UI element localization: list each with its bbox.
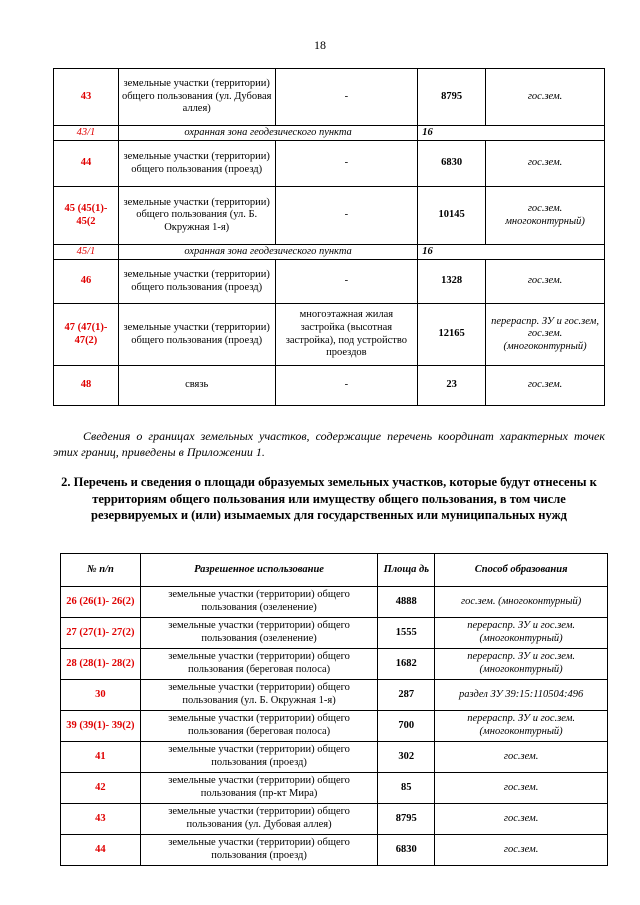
formation-method: раздел ЗУ 39:15:110504:496 xyxy=(435,680,608,711)
table-row xyxy=(61,649,608,680)
table-row xyxy=(61,711,608,742)
header-formation-method: Способ образования xyxy=(435,554,608,587)
permitted-use: земельные участки (территории) общего пользования (береговая полоса) xyxy=(140,649,377,680)
subzone-area: 16 xyxy=(418,245,605,260)
section-heading: 2. Перечень и сведения о площади образуемых земельных участков, которые будут отнесены к территориям общего пользования или имуществу общего пользования, в том числе резервируемых и (или) изымаемых для государственных или муниципальных нужд xyxy=(61,475,597,522)
formation-method: перераспр. ЗУ и гос.зем, гос.зем. (многоконтурный) xyxy=(486,304,605,366)
permitted-use: земельные участки (территории) общего пользования (ул. Б. Окружная 1-я) xyxy=(140,680,377,711)
permitted-use: земельные участки (территории) общего пользования (ул. Дубовая аллея) xyxy=(140,804,377,835)
permitted-use: земельные участки (территории) общего пользования (озеленение) xyxy=(140,587,377,618)
table-row xyxy=(54,366,605,406)
table-row xyxy=(61,618,608,649)
plot-number: 28 (28(1)- 28(2) xyxy=(61,649,141,680)
plot-number: 26 (26(1)- 26(2) xyxy=(61,587,141,618)
formation-method: перераспр. ЗУ и гос.зем. (многоконтурный) xyxy=(435,618,608,649)
permitted-use: земельные участки (территории) общего пользования (ул. Б. Окружная 1-я) xyxy=(118,187,275,245)
subzone-row xyxy=(54,245,605,260)
plot-area: 6830 xyxy=(418,141,486,187)
table-row xyxy=(54,69,605,126)
table-row xyxy=(54,260,605,304)
plot-area: 12165 xyxy=(418,304,486,366)
plot-area: 8795 xyxy=(418,69,486,126)
plot-number: 43 xyxy=(61,804,141,835)
formation-method: перераспр. ЗУ и гос.зем. (многоконтурный) xyxy=(435,649,608,680)
plot-number: 39 (39(1)- 39(2) xyxy=(61,711,141,742)
public-use-plots-table xyxy=(60,553,608,866)
plot-number: 42 xyxy=(61,773,141,804)
permitted-use: связь xyxy=(118,366,275,406)
subzone-area: 16 xyxy=(418,126,605,141)
plot-number: 41 xyxy=(61,742,141,773)
formation-basis: - xyxy=(275,187,418,245)
page-number: 18 xyxy=(314,38,326,52)
plot-area: 287 xyxy=(378,680,435,711)
table-row xyxy=(61,587,608,618)
plot-number: 43 xyxy=(54,69,119,126)
plot-number: 30 xyxy=(61,680,141,711)
formation-method: гос.зем. xyxy=(486,366,605,406)
formation-basis: - xyxy=(275,69,418,126)
permitted-use: земельные участки (территории) общего пользования (проезд) xyxy=(118,304,275,366)
table-row xyxy=(54,304,605,366)
land-plots-table-continued xyxy=(53,68,605,406)
formation-method: гос.зем. xyxy=(486,260,605,304)
table-row xyxy=(61,804,608,835)
permitted-use: земельные участки (территории) общего пользования (проезд) xyxy=(140,835,377,866)
table-header-row xyxy=(61,554,608,587)
plot-number: 46 xyxy=(54,260,119,304)
table-row xyxy=(61,680,608,711)
plot-number: 45 (45(1)- 45(2 xyxy=(54,187,119,245)
plot-area: 6830 xyxy=(378,835,435,866)
plot-area: 302 xyxy=(378,742,435,773)
formation-method: гос.зем. xyxy=(435,835,608,866)
formation-method: гос.зем. многоконтурный) xyxy=(486,187,605,245)
plot-number: 47 (47(1)- 47(2) xyxy=(54,304,119,366)
plot-area: 4888 xyxy=(378,587,435,618)
header-permitted-use: Разрешенное использование xyxy=(140,554,377,587)
plot-number: 48 xyxy=(54,366,119,406)
plot-area: 1328 xyxy=(418,260,486,304)
formation-method: гос.зем. xyxy=(435,742,608,773)
table-row xyxy=(54,141,605,187)
formation-basis: - xyxy=(275,366,418,406)
plot-area: 10145 xyxy=(418,187,486,245)
permitted-use: земельные участки (территории) общего пользования (проезд) xyxy=(140,742,377,773)
table-row xyxy=(54,187,605,245)
formation-method: гос.зем. (многоконтурный) xyxy=(435,587,608,618)
formation-basis: многоэтажная жилая застройка (высотная застройка), под устройство проездов xyxy=(275,304,418,366)
subzone-number: 43/1 xyxy=(54,126,119,141)
formation-method: гос.зем. xyxy=(486,141,605,187)
permitted-use: земельные участки (территории) общего пользования (проезд) xyxy=(118,141,275,187)
subzone-number: 45/1 xyxy=(54,245,119,260)
header-number: № п/п xyxy=(61,554,141,587)
plot-number: 44 xyxy=(61,835,141,866)
subzone-description: охранная зона геодезического пункта xyxy=(118,126,417,141)
plot-area: 8795 xyxy=(378,804,435,835)
formation-basis: - xyxy=(275,260,418,304)
formation-method: гос.зем. xyxy=(435,773,608,804)
plot-area: 23 xyxy=(418,366,486,406)
plot-area: 1555 xyxy=(378,618,435,649)
subzone-row xyxy=(54,126,605,141)
permitted-use: земельные участки (территории) общего пользования (пр-кт Мира) xyxy=(140,773,377,804)
plot-number: 27 (27(1)- 27(2) xyxy=(61,618,141,649)
formation-method: гос.зем. xyxy=(486,69,605,126)
table-row xyxy=(61,835,608,866)
table-row xyxy=(61,742,608,773)
plot-area: 1682 xyxy=(378,649,435,680)
permitted-use: земельные участки (территории) общего пользования (ул. Дубовая аллея) xyxy=(118,69,275,126)
plot-number: 44 xyxy=(54,141,119,187)
boundary-note: Сведения о границах земельных участков, содержащие перечень координат характерных точек этих границ, приведены в Приложении 1. xyxy=(53,429,605,460)
permitted-use: земельные участки (территории) общего пользования (озеленение) xyxy=(140,618,377,649)
permitted-use: земельные участки (территории) общего пользования (проезд) xyxy=(118,260,275,304)
formation-method: перераспр. ЗУ и гос.зем. (многоконтурный) xyxy=(435,711,608,742)
subzone-description: охранная зона геодезического пункта xyxy=(118,245,417,260)
header-area: Площа дь xyxy=(378,554,435,587)
plot-area: 85 xyxy=(378,773,435,804)
formation-method: гос.зем. xyxy=(435,804,608,835)
permitted-use: земельные участки (территории) общего пользования (береговая полоса) xyxy=(140,711,377,742)
plot-area: 700 xyxy=(378,711,435,742)
table-row xyxy=(61,773,608,804)
formation-basis: - xyxy=(275,141,418,187)
